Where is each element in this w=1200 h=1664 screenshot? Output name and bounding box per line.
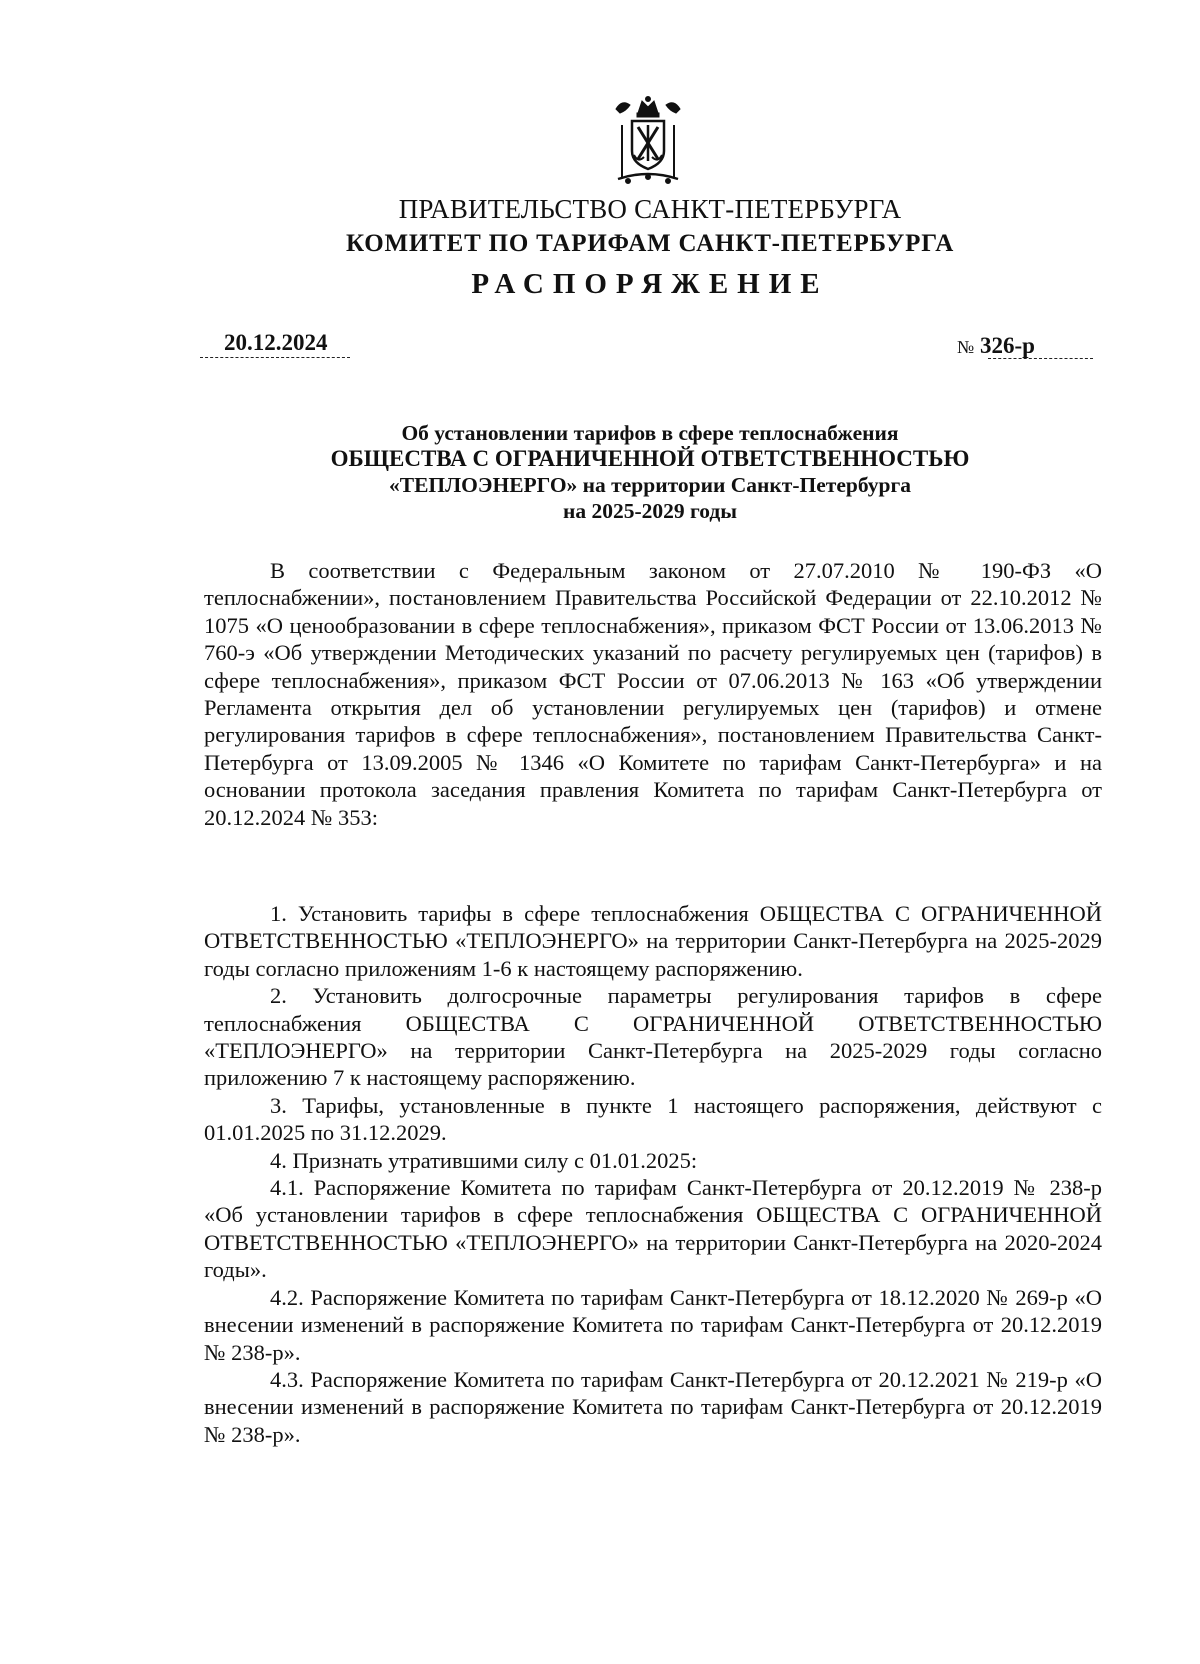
title-line-1: Об установлении тарифов в сфере теплоснабжения (401, 421, 899, 445)
item-2: 2. Установить долгосрочные параметры регулирования тарифов в сфере теплоснабжения ОБЩЕСТВА С ОГРАНИЧЕННОЙ ОТВЕТСТВЕННОСТЬЮ «ТЕПЛОЭНЕРГО» на территории Санкт-Петербурга на 2025-2029 годы согласно приложению 7 к настоящему распоряжению. (204, 983, 1102, 1091)
document-title (0, 420, 1200, 524)
preamble-paragraph: В соответствии с Федеральным законом от 27.07.2010 № 190-ФЗ «О теплоснабжении», постановлением Правительства Российской Федерации от 22.10.2012 № 1075 «О ценообразовании в сфере теплоснабжения», приказом ФСТ России от 13.06.2013 № 760-э «Об утверждении Методических указаний по расчету регулируемых цен (тарифов) в сфере теплоснабжения», приказом ФСТ России от 07.06.2013 № 163 «Об утверждении Регламента открытия дел об установлении регулируемых цен (тарифов) и отмене регулирования тарифов в сфере теплоснабжения», постановлением Правительства Санкт-Петербурга от 13.09.2005 № 1346 «О Комитете по тарифам Санкт-Петербурга» и на основании протокола заседания правления Комитета по тарифам Санкт-Петербурга от 20.12.2024 № 353: (204, 558, 1102, 830)
document-type: РАСПОРЯЖЕНИЕ (471, 268, 829, 300)
coat-of-arms-icon (608, 95, 688, 187)
date-underline (200, 357, 350, 358)
government-name: ПРАВИТЕЛЬСТВО САНКТ-ПЕТЕРБУРГА (398, 194, 902, 224)
item-3: 3. Тарифы, установленные в пункте 1 настоящего распоряжения, действуют с 01.01.2025 по 31.12.2029. (204, 1092, 1102, 1146)
document-date: 20.12.2024 (224, 330, 328, 355)
committee-name: КОМИТЕТ ПО ТАРИФАМ САНКТ-ПЕТЕРБУРГА (345, 230, 955, 257)
number-sign: № (957, 337, 975, 357)
title-line-4: на 2025-2029 годы (562, 499, 738, 523)
order-items (204, 900, 1102, 1448)
item-4-2: 4.2. Распоряжение Комитета по тарифам Санкт-Петербурга от 18.12.2020 № 269-р «О внесении изменений в распоряжение Комитета по тарифам Санкт-Петербурга от 20.12.2019 № 238-р». (204, 1284, 1102, 1365)
title-line-3: «ТЕПЛОЭНЕРГО» на территории Санкт-Петербурга (389, 473, 911, 497)
item-4-3: 4.3. Распоряжение Комитета по тарифам Санкт-Петербурга от 20.12.2021 № 219-р «О внесении изменений в распоряжение Комитета по тарифам Санкт-Петербурга от 20.12.2019 № 238-р». (204, 1366, 1102, 1447)
number-underline (988, 358, 1093, 359)
title-line-2: ОБЩЕСТВА С ОГРАНИЧЕННОЙ ОТВЕТСТВЕННОСТЬЮ (330, 446, 970, 471)
document-number (957, 333, 1035, 359)
item-4-1: 4.1. Распоряжение Комитета по тарифам Санкт-Петербурга от 20.12.2019 № 238-р «Об установлении тарифов в сфере теплоснабжения ОБЩЕСТВА С ОГРАНИЧЕННОЙ ОТВЕТСТВЕННОСТЬЮ «ТЕПЛОЭНЕРГО» на территории Санкт-Петербурга на 2020-2024 годы». (204, 1175, 1102, 1283)
item-4: 4. Признать утратившими силу с 01.01.2025: (270, 1147, 698, 1173)
number-value: 326-р (979, 333, 1035, 358)
item-1: 1. Установить тарифы в сфере теплоснабжения ОБЩЕСТВА С ОГРАНИЧЕННОЙ ОТВЕТСТВЕННОСТЬЮ «ТЕПЛОЭНЕРГО» на территории Санкт-Петербурга на 2025-2029 годы согласно приложениям 1-6 к настоящему распоряжению. (204, 901, 1102, 981)
